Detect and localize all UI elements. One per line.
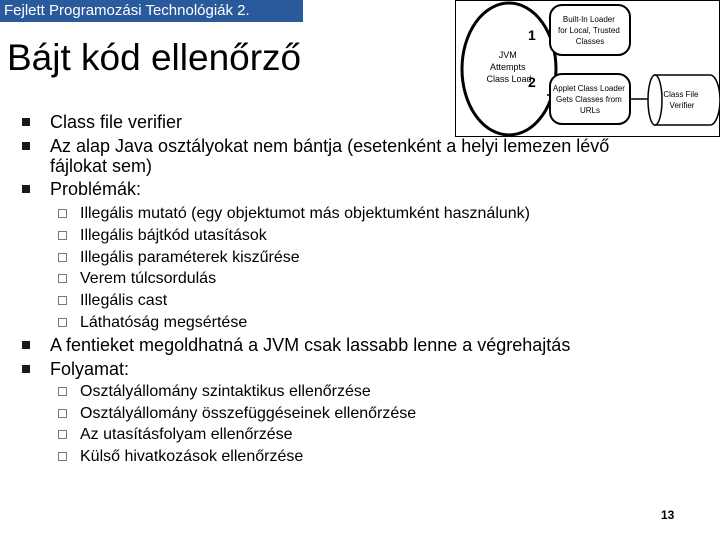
checkbox-bullet-icon <box>58 209 67 218</box>
jvm-line-2: Attempts <box>489 62 526 72</box>
checkbox-bullet-icon <box>58 318 67 327</box>
jvm-line-1: JVM <box>498 50 517 60</box>
sub-bullet-text: Láthatóság megsértése <box>80 314 248 331</box>
sub-bullet-text: Osztályállomány szintaktikus ellenőrzése <box>80 383 371 400</box>
sub-bullet-text: Illegális cast <box>80 292 168 309</box>
square-bullet-icon <box>22 365 30 373</box>
builtin-line-3: Classes <box>575 37 605 46</box>
bullet-text: A fentieket megoldhatná a JVM csak lassabb lenne a végrehajtás <box>50 335 571 355</box>
checkbox-bullet-icon <box>58 274 67 283</box>
bullet-text: Folyamat: <box>50 359 130 379</box>
sub-bullet-text: Illegális mutató (egy objektumot más objektumként használunk) <box>80 205 530 222</box>
square-bullet-icon <box>22 118 30 126</box>
checkbox-bullet-icon <box>58 430 67 439</box>
verifier-cylinder-end <box>648 75 662 125</box>
builtin-line-2: for Local, Trusted <box>557 26 620 35</box>
bullet-text: Class file verifier <box>50 112 183 132</box>
applet-line-1: Applet Class Loader <box>552 84 625 93</box>
applet-line-2: Gets Classes from <box>555 95 622 104</box>
square-bullet-icon <box>22 341 30 349</box>
checkbox-bullet-icon <box>58 253 67 262</box>
checkbox-bullet-icon <box>58 409 67 418</box>
verifier-cylinder <box>655 75 720 125</box>
checkbox-bullet-icon <box>58 452 67 461</box>
sub-bullet-text: Külső hivatkozások ellenőrzése <box>80 448 304 465</box>
builtin-line-1: Built-In Loader <box>562 15 615 24</box>
slide-title: Bájt kód ellenőrző <box>7 37 302 78</box>
jvm-line-3: Class Load <box>486 74 532 84</box>
checkbox-bullet-icon <box>58 387 67 396</box>
checkbox-bullet-icon <box>58 296 67 305</box>
applet-line-3: URLs <box>579 106 601 115</box>
square-bullet-icon <box>22 142 30 150</box>
square-bullet-icon <box>22 185 30 193</box>
sub-bullet-text: Illegális paraméterek kiszűrése <box>80 249 300 266</box>
course-title: Fejlett Programozási Technológiák 2. <box>4 2 250 19</box>
sub-bullet-text: Osztályállomány összefüggéseinek ellenőrzése <box>80 405 417 422</box>
step-1-number: 1 <box>528 27 536 43</box>
bullet-text: fájlokat sem) <box>50 156 153 176</box>
verifier-line-2: Verifier <box>669 101 695 110</box>
class-loader-diagram <box>455 0 720 138</box>
bullet-text: Az alap Java osztályokat nem bántja (esetenként a helyi lemezen lévő <box>50 136 610 156</box>
sub-bullet-text: Verem túlcsordulás <box>80 270 217 287</box>
verifier-line-1: Class File <box>663 90 699 99</box>
course-header <box>0 0 303 22</box>
sub-bullet-text: Illegális bájtkód utasítások <box>80 227 267 244</box>
checkbox-bullet-icon <box>58 231 67 240</box>
bullet-text: Problémák: <box>50 179 142 199</box>
page-number: 13 <box>661 508 675 522</box>
sub-bullet-text: Az utasításfolyam ellenőrzése <box>80 426 293 443</box>
step-2-number: 2 <box>528 74 536 90</box>
